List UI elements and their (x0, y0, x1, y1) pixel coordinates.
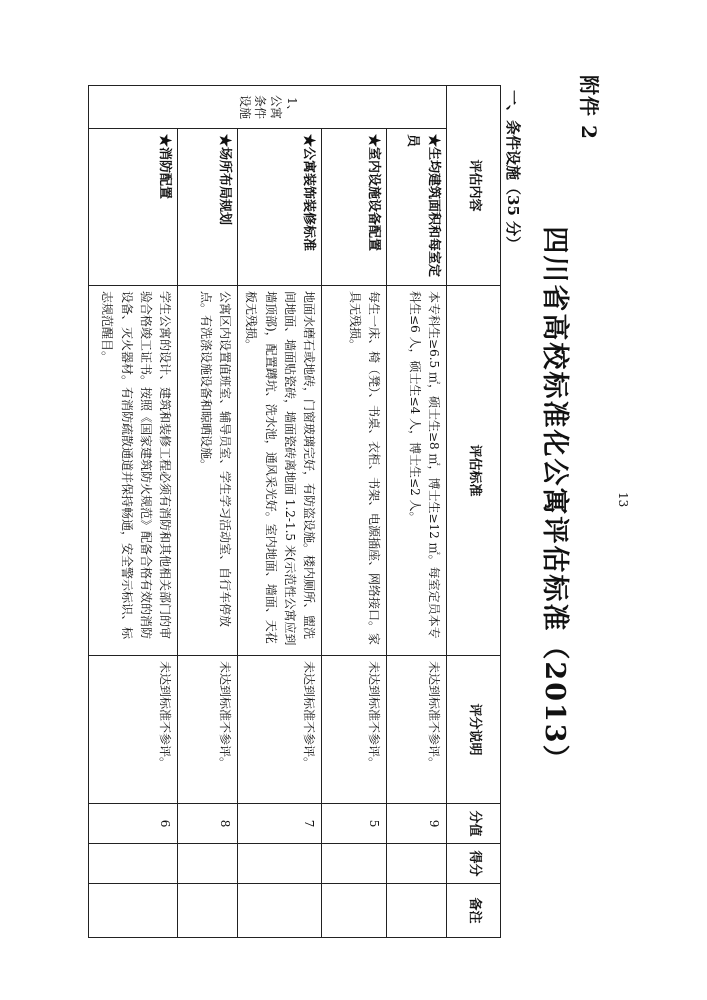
score-cell (178, 844, 238, 884)
table-row (322, 86, 387, 938)
score-cell (387, 844, 447, 884)
header-remarks: 备注 (447, 884, 501, 938)
item-cell: ★生均建筑面积和每室定员 (387, 129, 447, 286)
remarks-cell (387, 884, 447, 938)
points-cell: 7 (238, 804, 322, 844)
header-content: 评估内容 (447, 86, 501, 286)
points-cell: 6 (89, 804, 178, 844)
points-cell: 8 (178, 804, 238, 844)
remarks-cell (238, 884, 322, 938)
header-points: 分值 (447, 804, 501, 844)
scoring-cell: 未达到标准不参评。 (238, 656, 322, 804)
scoring-cell: 未达到标准不参评。 (322, 656, 387, 804)
table-row (238, 86, 322, 938)
points-cell: 9 (387, 804, 447, 844)
standard-cell: 学生公寓的设计、建筑和装修工程必须有消防和其他相关部门的审验合格竣工证书。按照《国家建筑防火规范》配备合格有效的消防设备、灭火器材。有消防疏散通道并保持畅通，安全警示标识、标志规范醒目。 (89, 286, 178, 656)
score-cell (322, 844, 387, 884)
remarks-cell (89, 884, 178, 938)
item-cell: ★公寓装饰装修标准 (238, 129, 322, 286)
header-standard: 评估标准 (447, 286, 501, 656)
header-row (447, 86, 501, 938)
item-cell: ★场所布局规划 (178, 129, 238, 286)
header-score: 得分 (447, 844, 501, 884)
page-number: 13 (616, 492, 630, 508)
score-cell (238, 844, 322, 884)
standard-cell: 地面水磨石或地砖，门窗玻璃完好，有防盗设施。楼内厕所、盥洗间地面、墙面贴瓷砖，墙面瓷砖离地面 1.2-1.5 米(示范性公寓应到墙顶部)，配置蹲坑、洗水池，通风采光好。室内地面、墙面、天花板无残损。 (238, 286, 322, 656)
standard-cell: 公寓区内设置值班室、辅导员室、学生学习活动室、自行车停放点。有洗涤设施设备和晾晒设施。 (178, 286, 238, 656)
scoring-cell: 未达到标准不参评。 (178, 656, 238, 804)
standard-cell: 本专科生≥6.5 ㎡，硕士生≥8 ㎡，博士生≥12 ㎡。每室定员本专科生≤6 人，硕士生≤4 人，博士生≤2 人。 (387, 286, 447, 656)
scoring-cell: 未达到标准不参评。 (89, 656, 178, 804)
standard-cell: 每生一床、椅（凳）、书桌、衣柜、书架、电源插座、网络接口。家具无残损。 (322, 286, 387, 656)
table-row (178, 86, 238, 938)
evaluation-table (88, 85, 501, 938)
attachment-label: 附件 2 (577, 75, 601, 140)
document-title: 四川省高校标准化公寓评估标准（2013） (539, 226, 570, 774)
score-cell (89, 844, 178, 884)
category-cell: 1、公寓条件设施 (89, 86, 447, 129)
table-row (89, 86, 178, 938)
item-cell: ★室内设施设备配置 (322, 129, 387, 286)
points-cell: 5 (322, 804, 387, 844)
table-row (387, 86, 447, 938)
header-scoring: 评分说明 (447, 656, 501, 804)
item-cell: ★消防配置 (89, 129, 178, 286)
scoring-cell: 未达到标准不参评。 (387, 656, 447, 804)
section-heading: 一、条件设施（35 分） (504, 90, 522, 252)
remarks-cell (322, 884, 387, 938)
remarks-cell (178, 884, 238, 938)
